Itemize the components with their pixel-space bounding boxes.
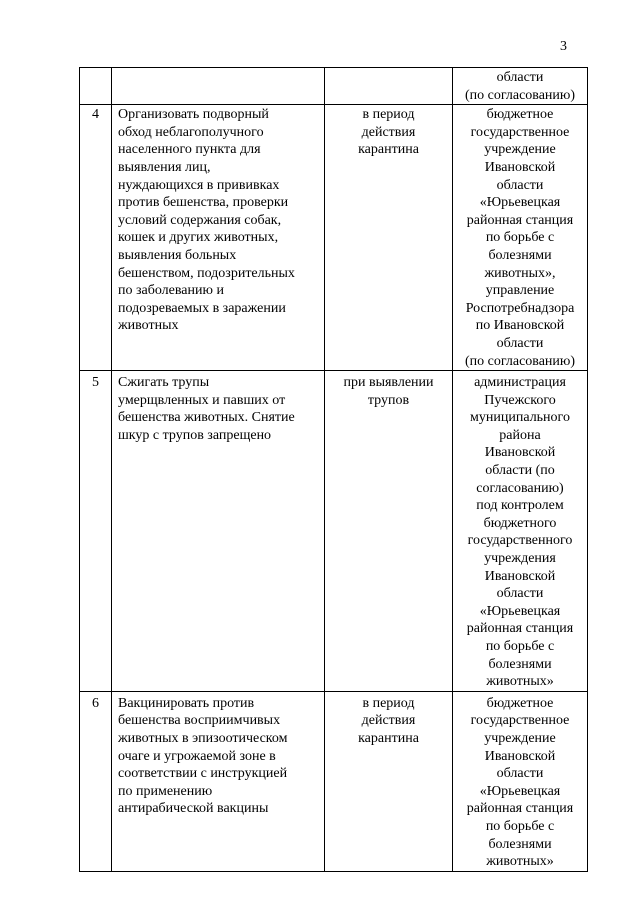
action-line: выявления больных: [118, 247, 237, 263]
term-line: в период: [362, 695, 415, 711]
responsible-line: районная станция: [466, 621, 574, 637]
term-line: действия: [361, 124, 416, 140]
responsible-line: согласованию): [476, 480, 564, 496]
responsible-line: болезнями: [488, 836, 552, 852]
row-number: 4: [92, 107, 99, 123]
action-line: кошек и других животных,: [118, 230, 279, 246]
action-line: очаге и угрожаемой зоне в: [118, 748, 276, 764]
responsible-line: района: [499, 427, 541, 443]
responsible-line: бюджетное: [486, 107, 554, 123]
responsible-line: (по согласованию): [464, 87, 576, 103]
row-number-cell: [80, 105, 112, 371]
action-cell: [112, 691, 325, 871]
responsible-line: животных»: [486, 854, 554, 870]
row-number: 5: [92, 375, 99, 391]
responsible-line: Ивановской: [484, 445, 556, 461]
term-cell: [325, 371, 453, 692]
action-line: условий содержания собак,: [118, 212, 282, 228]
responsible-line: области: [496, 335, 544, 351]
responsible-line: администрация: [474, 375, 566, 391]
responsible-cell: [453, 105, 588, 371]
action-line: Организовать подворный: [118, 107, 269, 123]
responsible-line: животных»,: [484, 265, 556, 281]
responsible-line: Ивановской: [484, 159, 556, 175]
responsible-line: болезнями: [488, 247, 552, 263]
action-line: подозреваемых в заражении: [118, 300, 286, 316]
responsible-line: болезнями: [488, 656, 552, 672]
action-line: Сжигать трупы: [118, 375, 210, 391]
action-line: животных в эпизоотическом: [118, 730, 288, 746]
action-line: бешенства восприимчивых: [118, 713, 281, 729]
responsible-line: «Юрьевецкая: [479, 783, 561, 799]
responsible-line: области: [496, 586, 544, 602]
action-line: соответствии с инструкцией: [118, 766, 288, 782]
action-line: по применению: [118, 783, 213, 799]
action-cell: [112, 371, 325, 692]
action-cell: [112, 105, 325, 371]
action-line: животных: [118, 318, 179, 334]
action-line: шкур с трупов запрещено: [118, 427, 272, 443]
responsible-line: «Юрьевецкая: [479, 195, 561, 211]
responsible-line: «Юрьевецкая: [479, 603, 561, 619]
term-line: в период: [362, 107, 415, 123]
term-line: карантина: [358, 142, 419, 158]
row-number-cell: [80, 691, 112, 871]
responsible-line: области: [496, 177, 544, 193]
responsible-line: учреждения: [484, 551, 556, 567]
page-number: 3: [560, 39, 567, 54]
responsible-line: учреждение: [484, 730, 556, 746]
responsible-line: государственного: [467, 533, 573, 549]
term-line: действия: [361, 713, 416, 729]
responsible-line: районная станция: [466, 801, 574, 817]
responsible-line: районная станция: [466, 212, 574, 228]
responsible-line: по борьбе с: [485, 639, 555, 654]
responsible-line: (по согласованию): [464, 353, 576, 369]
term-cell: [325, 105, 453, 371]
action-line: против бешенства, проверки: [118, 195, 289, 211]
term-line: карантина: [358, 730, 419, 746]
term-line: при выявлении: [343, 375, 434, 391]
table-row: [80, 105, 588, 371]
responsible-line: государственное: [470, 124, 570, 140]
term-cell: [325, 691, 453, 871]
table-row: [80, 68, 588, 105]
action-line: антирабической вакцины: [118, 801, 269, 817]
action-line: умерщвленных и павших от: [118, 392, 286, 408]
action-line: населенного пункта для: [118, 142, 261, 158]
responsible-line: области: [496, 70, 544, 85]
responsible-line: животных»: [486, 674, 554, 690]
responsible-line: по борьбе с: [485, 818, 555, 834]
responsible-cell: [453, 371, 588, 692]
table-row: [80, 691, 588, 871]
responsible-line: бюджетное: [486, 695, 554, 711]
responsible-cell: [453, 691, 588, 871]
action-line: нуждающихся в прививках: [118, 177, 280, 193]
row-number-cell: [80, 68, 112, 105]
measures-table: [79, 67, 588, 872]
responsible-line: под контролем: [476, 498, 564, 514]
row-number-cell: [80, 371, 112, 692]
responsible-line: области: [496, 766, 544, 782]
table-row: [80, 371, 588, 692]
action-line: Вакцинировать против: [118, 695, 255, 711]
responsible-line: бюджетного: [483, 515, 557, 531]
responsible-line: Пучежского: [484, 392, 556, 408]
responsible-line: Роспотребнадзора: [465, 300, 575, 316]
action-line: бешенства животных. Снятие: [118, 410, 295, 426]
action-line: по заболеванию и: [118, 283, 224, 299]
action-cell: [112, 68, 325, 105]
responsible-line: Ивановской: [484, 748, 556, 764]
responsible-line: Ивановской: [484, 568, 556, 584]
responsible-line: по Ивановской: [475, 318, 565, 334]
action-line: обход неблагополучного: [118, 124, 264, 140]
term-line: трупов: [367, 392, 410, 408]
responsible-line: области (по: [485, 463, 555, 479]
responsible-line: государственное: [470, 713, 570, 729]
term-cell: [325, 68, 453, 105]
responsible-line: по борьбе с: [485, 230, 555, 246]
action-line: бешенством, подозрительных: [118, 265, 295, 281]
responsible-line: учреждение: [484, 142, 556, 158]
responsible-line: муниципального: [470, 410, 570, 426]
responsible-cell: [453, 68, 588, 105]
row-number: 6: [92, 695, 99, 711]
action-line: выявления лиц,: [118, 159, 211, 175]
responsible-line: управление: [485, 283, 555, 299]
